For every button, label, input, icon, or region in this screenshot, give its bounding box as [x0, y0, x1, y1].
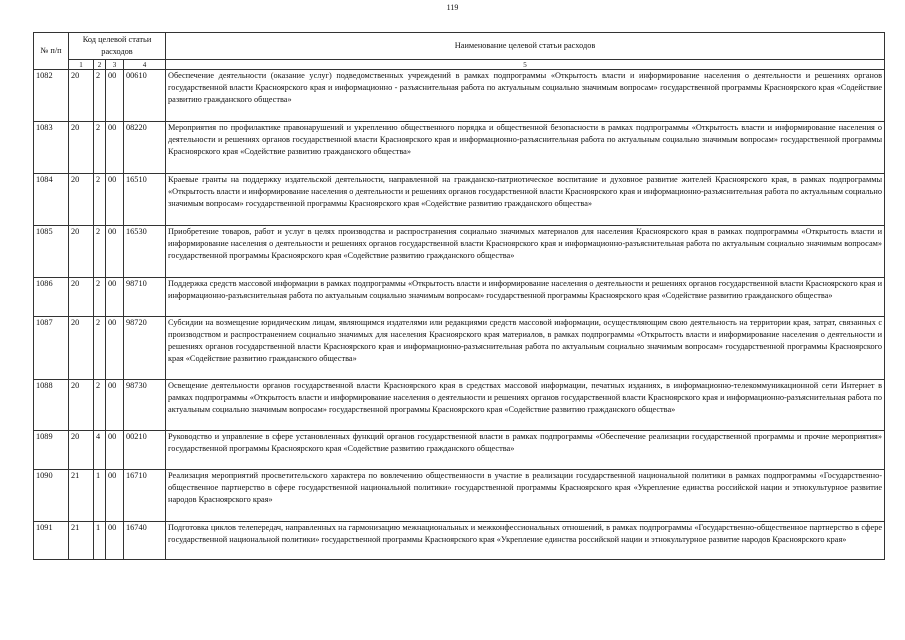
row-description: Мероприятия по профилактике правонарушений и укреплению общественного порядка и общественной безопасности в рамках подпрограммы «Открытость власти и информирование населения о деятельности и решениях органов государственной власти Красноярского края и информационно-разъяснительная работа по актуальным социально значимым вопросам» государственной программы Красноярского края «Содействие развитию гражданского общества» [166, 122, 885, 174]
num-column-header: № п/п [34, 33, 69, 70]
table-row [34, 522, 885, 560]
row-description: Субсидии на возмещение юридическим лицам, являющимся издателями или редакциями средств массовой информации, осуществляющим свою деятельность на территории края, затрат, связанных с производством и распространением социально значимых для населения Красноярского края материалов, в рамках подпрограммы «Открытость власти и информирование населения о деятельности и решениях органов государственной власти Красноярского края и информационно-разъяснительная работа по актуальным социально значимым вопросам» государственной программы Красноярского края «Содействие развитию гражданского общества» [166, 317, 885, 380]
row-description: Приобретение товаров, работ и услуг в целях производства и распространения социально значимых материалов для населения Красноярского края в рамках подпрограммы «Открытость власти и информирование населения о деятельности и решениях органов государственной власти Красноярского края и информационно-разъяснительная работа по актуальным социально значимым вопросам» государственной программы Красноярского края «Содействие развитию гражданского общества» [166, 226, 885, 278]
code-part-3: 00 [106, 317, 124, 380]
row-number: 1088 [34, 380, 69, 431]
code-part-1: 20 [69, 317, 94, 380]
code-part-4: 16740 [124, 522, 166, 560]
table-row [34, 122, 885, 174]
row-number: 1090 [34, 470, 69, 522]
table-row [34, 470, 885, 522]
table-row [34, 174, 885, 226]
row-number: 1082 [34, 70, 69, 122]
code-part-4: 00610 [124, 70, 166, 122]
row-number: 1086 [34, 278, 69, 317]
row-number: 1085 [34, 226, 69, 278]
row-number: 1084 [34, 174, 69, 226]
code-part-3: 00 [106, 122, 124, 174]
row-description: Поддержка средств массовой информации в рамках подпрограммы «Открытость власти и информирование населения о деятельности и решениях органов государственной власти Красноярского края и информационно-разъяснительная работа по актуальным социально значимым вопросам» государственной программы Красноярского края «Содействие развитию гражданского общества» [166, 278, 885, 317]
code-part-2: 2 [94, 278, 106, 317]
code-part-4: 98730 [124, 380, 166, 431]
code-part-2: 2 [94, 317, 106, 380]
code-part-1: 20 [69, 380, 94, 431]
code-part-4: 16710 [124, 470, 166, 522]
code-part-3: 00 [106, 470, 124, 522]
row-description: Подготовка циклов телепередач, направленных на гармонизацию межнациональных и межконфессиональных отношений, в рамках подпрограммы «Государственно-общественное партнерство в сфере государственной национальной политики» государственной программы Красноярского края «Укрепление единства российской нации и этнокультурное развитие народов Красноярского края» [166, 522, 885, 560]
code-part-1: 21 [69, 470, 94, 522]
table-row [34, 317, 885, 380]
col-number: 4 [124, 60, 166, 70]
code-part-3: 00 [106, 70, 124, 122]
name-column-header: Наименование целевой статьи расходов [166, 33, 885, 60]
code-part-2: 1 [94, 522, 106, 560]
col-number: 3 [106, 60, 124, 70]
code-part-4: 00210 [124, 431, 166, 470]
page-number: 119 [446, 3, 459, 12]
code-part-2: 1 [94, 470, 106, 522]
col-number: 2 [94, 60, 106, 70]
code-part-1: 20 [69, 431, 94, 470]
table-row [34, 70, 885, 122]
row-description: Освещение деятельности органов государственной власти Красноярского края в средствах массовой информации, печатных изданиях, в информационно-телекоммуникационной сети Интернет в рамках подпрограммы «Открытость власти и информирование населения о деятельности и решениях органов государственной власти Красноярского края и информационно-разъяснительная работа по актуальным социально значимым вопросам» государственной программы Красноярского края «Содействие развитию гражданского общества» [166, 380, 885, 431]
budget-items-table [33, 32, 885, 560]
col-number: 5 [166, 60, 885, 70]
code-part-4: 08220 [124, 122, 166, 174]
code-part-3: 00 [106, 522, 124, 560]
code-part-2: 2 [94, 226, 106, 278]
col-number: 1 [69, 60, 94, 70]
row-number: 1087 [34, 317, 69, 380]
row-description: Краевые гранты на поддержку издательской деятельности, направленной на гражданско-патриотическое воспитание и духовное развитие жителей Красноярского края, в рамках подпрограммы «Открытость власти и информирование населения о деятельности и решениях органов государственной власти Красноярского края и информационно-разъяснительная работа по актуальным социально значимым вопросам» государственной программы Красноярского края «Содействие развитию гражданского общества» [166, 174, 885, 226]
code-part-4: 16530 [124, 226, 166, 278]
code-part-4: 98720 [124, 317, 166, 380]
code-part-3: 00 [106, 278, 124, 317]
code-part-1: 20 [69, 122, 94, 174]
row-description: Руководство и управление в сфере установленных функций органов государственной власти в рамках подпрограммы «Обеспечение реализации государственной программы и прочие мероприятия» государственной программы Красноярского края «Содействие развитию гражданского общества» [166, 431, 885, 470]
table-row [34, 278, 885, 317]
code-part-2: 4 [94, 431, 106, 470]
table-row [34, 380, 885, 431]
code-part-3: 00 [106, 380, 124, 431]
code-part-4: 16510 [124, 174, 166, 226]
row-description: Реализация мероприятий просветительского характера по вовлечению общественности в участие в реализации государственной национальной политики в рамках подпрограммы «Государственно-общественное партнерство в сфере государственной национальной политики» государственной программы Красноярского края «Укрепление единства российской нации и этнокультурное развитие народов Красноярского края» [166, 470, 885, 522]
row-number: 1083 [34, 122, 69, 174]
row-number: 1091 [34, 522, 69, 560]
table-row [34, 431, 885, 470]
table-row [34, 226, 885, 278]
code-part-1: 21 [69, 522, 94, 560]
code-part-3: 00 [106, 226, 124, 278]
code-part-1: 20 [69, 226, 94, 278]
code-part-1: 20 [69, 278, 94, 317]
row-number: 1089 [34, 431, 69, 470]
code-part-3: 00 [106, 174, 124, 226]
code-part-1: 20 [69, 174, 94, 226]
code-part-2: 2 [94, 174, 106, 226]
code-part-2: 2 [94, 122, 106, 174]
code-part-4: 98710 [124, 278, 166, 317]
code-part-2: 2 [94, 70, 106, 122]
code-part-2: 2 [94, 380, 106, 431]
row-description: Обеспечение деятельности (оказание услуг) подведомственных учреждений в рамках подпрограммы «Открытость власти и информирование населения о деятельности и решениях органов государственной власти Красноярского края и информационно - разъяснительная работа по актуальным социально значимым вопросам» государственной программы Красноярского края «Содействие развитию гражданского общества» [166, 70, 885, 122]
code-part-3: 00 [106, 431, 124, 470]
code-column-header: Код целевой статьи расходов [69, 33, 166, 60]
code-part-1: 20 [69, 70, 94, 122]
